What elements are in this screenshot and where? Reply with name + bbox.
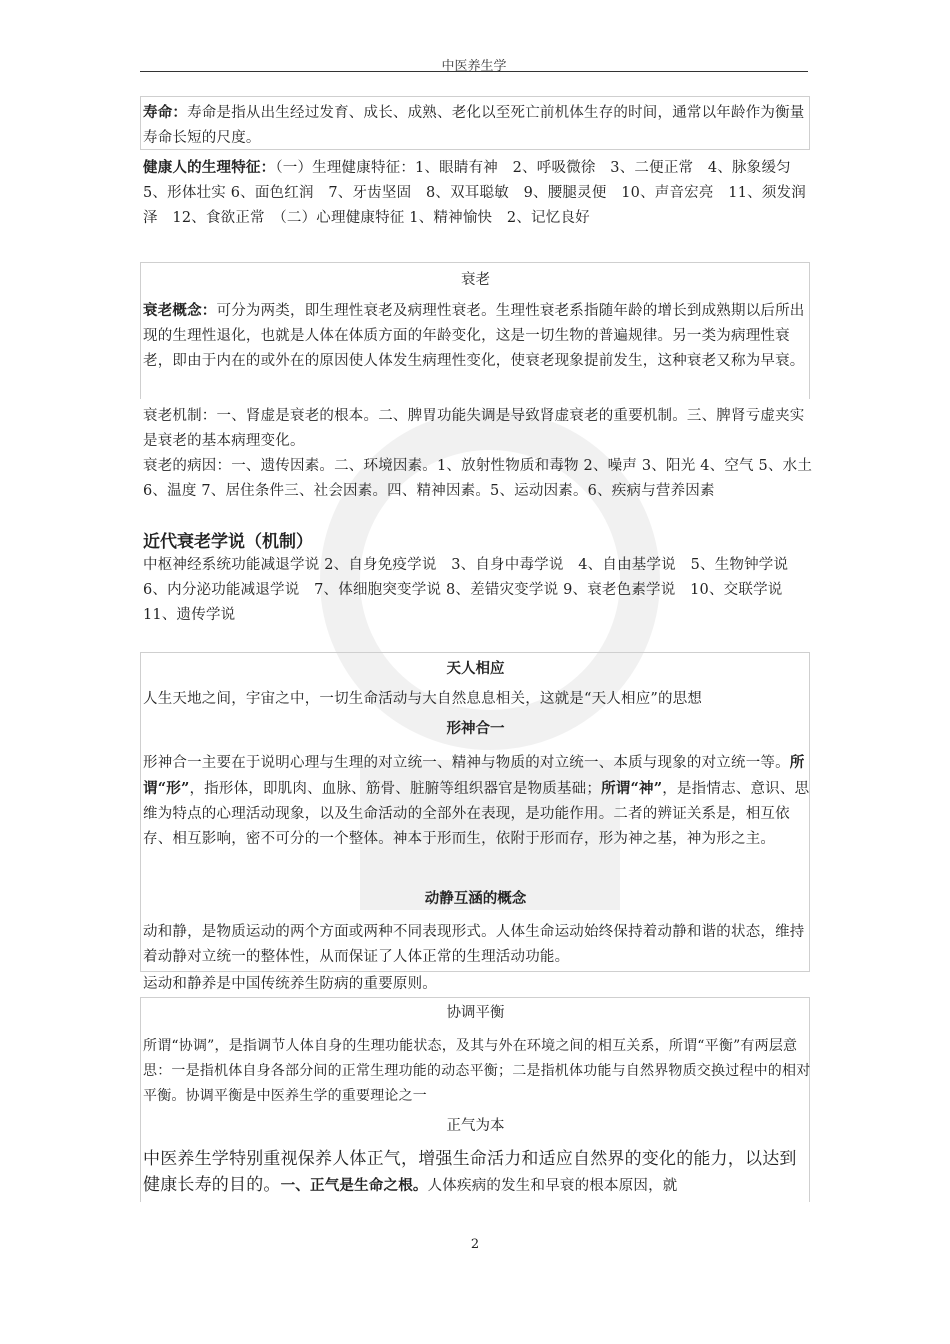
modern-theories-paragraph: 中枢神经系统功能减退学说 2、自身免疫学说 3、自身中毒学说 4、自由基学说 5、生物钟学说 6、内分泌功能减退学说 7、体细胞突变学说 8、差错灾变学说 9、衰老色素学说 10、交联学说 11、遗传学说 xyxy=(143,557,803,623)
xingshen-bold-a: 所谓“形” xyxy=(143,754,805,797)
aging-concept-text: 可分为两类，即生理性衰老及病理性衰老。生理性衰老系指随年龄的增长到成熟期以后所出现的生理性退化，也就是人体在体质方面的年龄变化，这是一切生物的普遍规律。另一类为病理性衰老，即由于内在的或外在的原因使人体发生病理性变化，使衰老现象提前发生，这种衰老又称为早衰。 xyxy=(143,303,805,369)
dongjing-paragraph: 动和静，是物质运动的两个方面或两种不同表现形式。人体生命运动始终保持着动静和谐的状态，维持着动静对立统一的整体性，从而保证了人体正常的生理活动功能。 xyxy=(143,924,805,965)
healthy-text: （一）生理健康特征：1、眼睛有神 2、呼吸微徐 3、二便正常 4、脉象缓匀 5、形体壮实 6、面色红润 7、牙齿坚固 8、双耳聪敏 9、腰腿灵便 10、声音宏亮 11、须发润泽 12、食欲正常 （二）心理健康特征 1、精神愉快 2、记忆良好 xyxy=(143,160,806,226)
xingshen-bold-b: 所谓“神” xyxy=(601,780,663,797)
tianren-paragraph: 人生天地之间，宇宙之中，一切生命活动与大自然息息相关，这就是“天人相应”的思想 xyxy=(143,691,703,707)
zhengqi-text-a: 中医养生学特别重视保养人体正气，增强生命活力和适应自然界的变化的能力，以达到健康长寿的目的。 xyxy=(143,1149,797,1195)
aging-concept-label: 衰老概念： xyxy=(143,302,217,319)
header-rule xyxy=(140,71,808,72)
tianren-heading: 天人相应 xyxy=(446,660,505,677)
healthy-paragraph xyxy=(143,155,815,231)
xietiao-paragraph: 所谓“协调”，是指调节人体自身的生理功能状态，及其与外在环境之间的相互关系，所谓“平衡”有两层意思：一是指机体自身各部分间的正常生理功能的动态平衡；二是指机体功能与自然界物质交换过程中的相对平衡。协调平衡是中医养生学的重要理论之一 xyxy=(143,1038,811,1104)
modern-theories-heading: 近代衰老学说（机制） xyxy=(143,532,313,552)
dongjing-note: 运动和静养是中国传统养生防病的重要原则。 xyxy=(143,976,437,992)
dongjing-heading: 动静互涵的概念 xyxy=(424,890,527,907)
xietiao-heading: 协调平衡 xyxy=(446,1005,505,1021)
xingshen-text-c: ，是指情志、意识、思维为特点的心理活动现象，以及生命活动的全部外在表现，是功能作用。二者的辨证关系是，相互依存、相互影响，密不可分的一个整体。神本于形而生，依附于形而存，形为神之基，神为形之主。 xyxy=(143,781,810,847)
page-header: 中医养生学 xyxy=(441,59,507,74)
xingshen-text-b: ，指形体，即肌肉、血脉、筋骨、脏腑等组织器官是物质基础； xyxy=(189,781,602,797)
zhengqi-text-b: 人体疾病的发生和早衰的根本原因，就 xyxy=(427,1178,678,1194)
lifespan-label: 寿命： xyxy=(143,104,188,121)
healthy-label: 健康人的生理特征： xyxy=(143,159,276,176)
lifespan-text: 寿命是指从出生经过发育、成长、成熟、老化以至死亡前机体生存的时间，通常以年龄作为衡量寿命长短的尺度。 xyxy=(143,105,805,146)
aging-mechanism-paragraph: 衰老机制：一、肾虚是衰老的根本。二、脾胃功能失调是导致肾虚衰老的重要机制。三、脾肾亏虚夹实是衰老的基本病理变化。 xyxy=(143,408,805,449)
aging-heading: 衰老 xyxy=(461,272,490,288)
xingshen-text-a: 形神合一主要在于说明心理与生理的对立统一、精神与物质的对立统一、本质与现象的对立统一等。 xyxy=(143,755,790,771)
zhengqi-bold-a: 一、正气是生命之根。 xyxy=(280,1177,428,1194)
zhengqi-heading: 正气为本 xyxy=(446,1118,505,1134)
zhengqi-paragraph xyxy=(143,1146,811,1199)
aging-concept-paragraph xyxy=(143,298,808,374)
xingshen-paragraph xyxy=(143,750,811,852)
lifespan-paragraph xyxy=(143,100,815,151)
xingshen-heading: 形神合一 xyxy=(446,720,505,737)
page-number: 2 xyxy=(470,1237,480,1252)
aging-causes-paragraph: 衰老的病因：一、遗传因素。二、环境因素。1、放射性物质和毒物 2、噪声 3、阳光 4、空气 5、水土 6、温度 7、居住条件三、社会因素。四、精神因素。5、运动因素。6、疾病与营养因素 xyxy=(143,458,813,499)
